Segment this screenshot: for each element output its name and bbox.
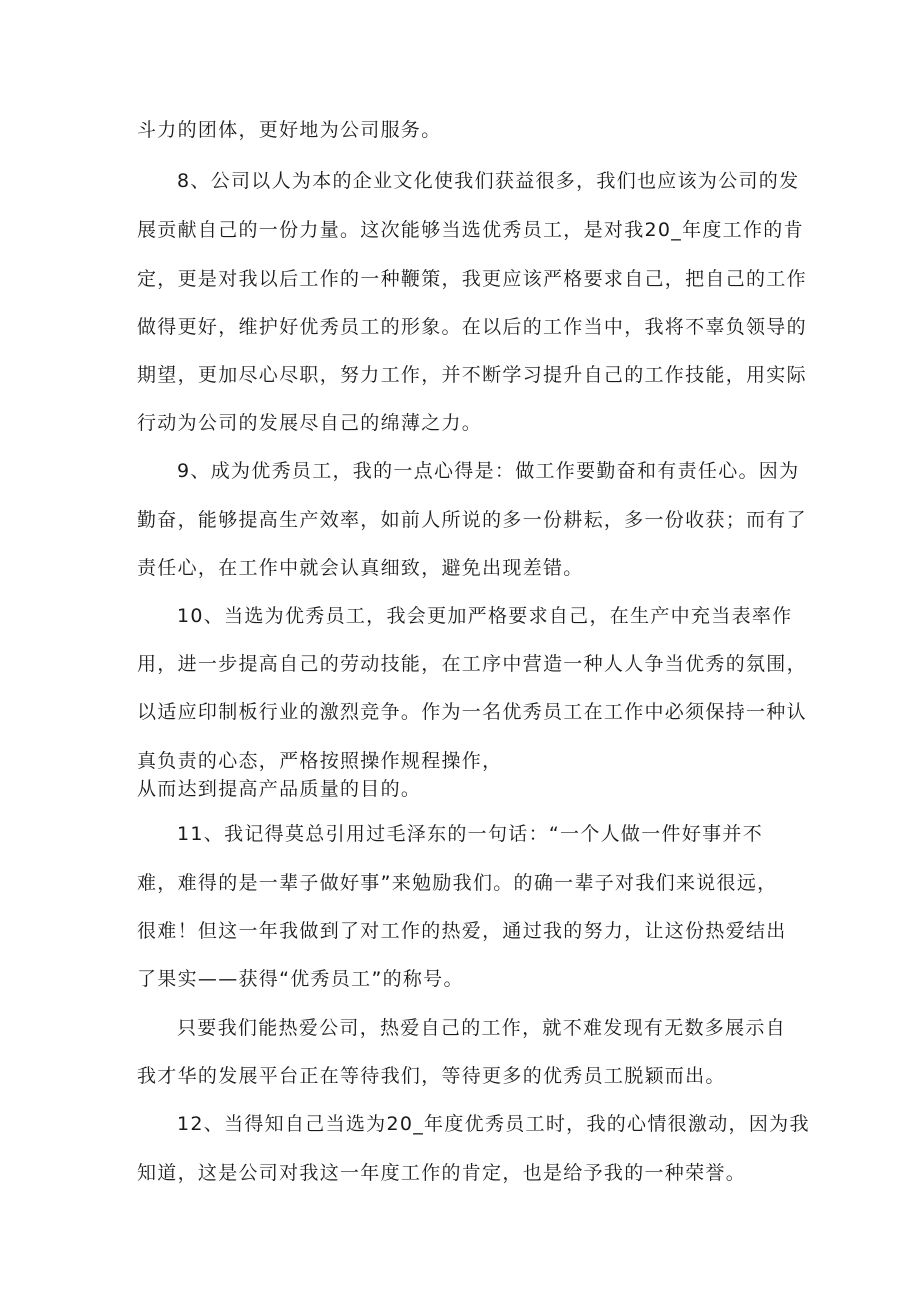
text-line: 很难！但这一年我做到了对工作的热爱，通过我的努力，让这份热爱结出 <box>137 920 787 942</box>
text-line: 行动为公司的发展尽自己的绵薄之力。 <box>137 412 483 434</box>
paragraph-12-start: 12、当得知自己当选为20_年度优秀员工时，我的心情很激动，因为我 <box>177 1113 810 1135</box>
text-line: 勤奋，能够提高生产效率，如前人所说的多一份耕耘，多一份收获；而有了 <box>137 509 807 531</box>
text-line: 定，更是对我以后工作的一种鞭策，我更应该严格要求自己，把自己的工作 <box>137 268 807 290</box>
text-line: 展贡献自己的一份力量。这次能够当选优秀员工，是对我20_年度工作的肯 <box>137 219 804 241</box>
text-line: 从而达到提高产品质量的目的。 <box>137 778 422 800</box>
text-line: 以适应印制板行业的激烈竞争。作为一名优秀员工在工作中必须保持一种认 <box>137 701 807 723</box>
paragraph-9-start: 9、成为优秀员工，我的一点心得是：做工作要勤奋和有责任心。因为 <box>177 460 800 482</box>
paragraph-10-start: 10、当选为优秀员工，我会更加严格要求自己，在生产中充当表率作 <box>177 605 793 627</box>
text-line: 知道，这是公司对我这一年度工作的肯定，也是给予我的一种荣誉。 <box>137 1162 747 1184</box>
paragraph-closing-start: 只要我们能热爱公司，热爱自己的工作，就不难发现有无数多展示自 <box>177 1017 787 1039</box>
text-line: 期望，更加尽心尽职，努力工作，并不断学习提升自己的工作技能，用实际 <box>137 364 807 386</box>
text-line: 斗力的团体，更好地为公司服务。 <box>137 119 442 141</box>
text-line: 了果实——获得“优秀员工”的称号。 <box>137 968 464 990</box>
text-line: 难，难得的是一辈子做好事”来勉励我们。的确一辈子对我们来说很远， <box>137 872 778 894</box>
text-line: 真负责的心态，严格按照操作规程操作， <box>137 750 503 772</box>
text-line: 做得更好，维护好优秀员工的形象。在以后的工作当中，我将不辜负领导的 <box>137 316 807 338</box>
text-line: 责任心，在工作中就会认真细致，避免出现差错。 <box>137 557 584 579</box>
paragraph-11-start: 11、我记得莫总引用过毛泽东的一句话：“一个人做一件好事并不 <box>177 823 764 845</box>
paragraph-8-start: 8、公司以人为本的企业文化使我们获益很多，我们也应该为公司的发 <box>177 170 800 192</box>
text-line: 用，进一步提高自己的劳动技能，在工序中营造一种人人争当优秀的氛围， <box>137 653 807 675</box>
text-line: 我才华的发展平台正在等待我们，等待更多的优秀员工脱颖而出。 <box>137 1065 726 1087</box>
